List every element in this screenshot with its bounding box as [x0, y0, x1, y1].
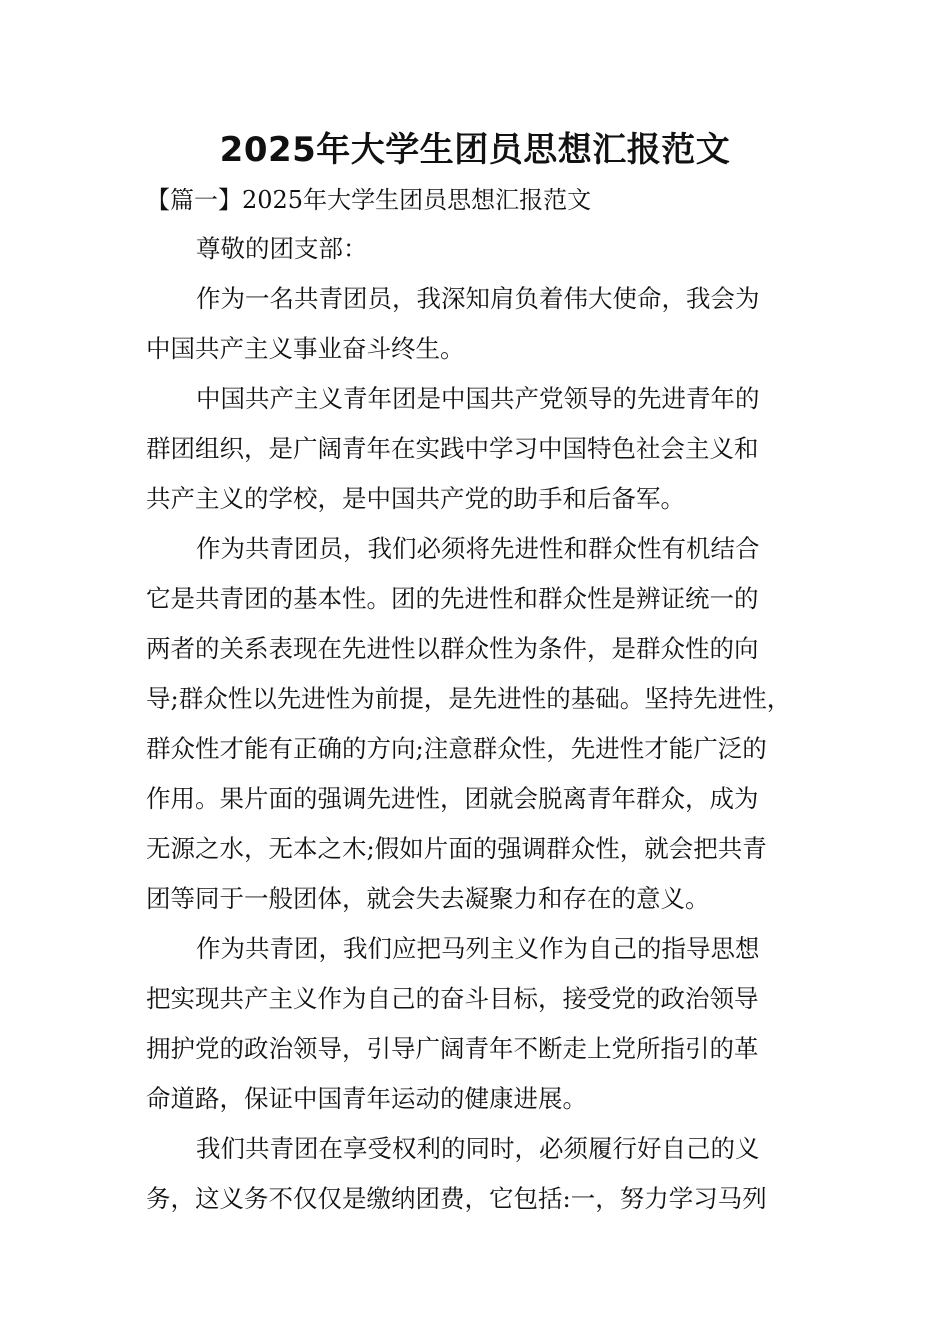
- paragraph-line: 作为一名共青团员，我深知肩负着伟大使命，我会为: [196, 284, 760, 313]
- paragraph-line: 无源之水，无本之木;假如片面的强调群众性，就会把共青: [146, 834, 767, 863]
- paragraph-line: 务，这义务不仅仅是缴纳团费，它包括:一，努力学习马列: [146, 1184, 767, 1213]
- paragraph-line: 拥护党的政治领导，引导广阔青年不断走上党所指引的革: [146, 1034, 759, 1063]
- paragraph-line: 中国共产主义事业奋斗终生。: [146, 334, 465, 363]
- document-subtitle: 【篇一】2025年大学生团员思想汇报范文: [146, 186, 592, 214]
- salutation: 尊敬的团支部：: [196, 234, 368, 263]
- paragraph-line: 命道路，保证中国青年运动的健康进展。: [146, 1084, 587, 1113]
- paragraph-line: 作用。果片面的强调先进性，团就会脱离青年群众，成为: [146, 784, 759, 813]
- paragraph-line: 作为共青团员，我们必须将先进性和群众性有机结合: [196, 534, 760, 563]
- paragraph-line: 它是共青团的基本性。团的先进性和群众性是辨证统一的: [146, 584, 759, 613]
- paragraph-line: 中国共产主义青年团是中国共产党领导的先进青年的: [196, 384, 760, 413]
- paragraph-line: 团等同于一般团体，就会失去凝聚力和存在的意义。: [146, 884, 710, 913]
- paragraph-line: 共产主义的学校，是中国共产党的助手和后备军。: [146, 484, 685, 513]
- paragraph-line: 导;群众性以先进性为前提，是先进性的基础。坚持先进性，: [146, 684, 792, 713]
- paragraph-line: 两者的关系表现在先进性以群众性为条件，是群众性的向: [146, 634, 759, 663]
- paragraph-line: 群团组织，是广阔青年在实践中学习中国特色社会主义和: [146, 434, 759, 463]
- paragraph-line: 作为共青团，我们应把马列主义作为自己的指导思想: [196, 934, 760, 963]
- paragraph-line: 把实现共产主义作为自己的奋斗目标，接受党的政治领导: [146, 984, 759, 1013]
- document-title: 2025年大学生团员思想汇报范文: [219, 130, 731, 170]
- paragraph-line: 我们共青团在享受权利的同时，必须履行好自己的义: [196, 1134, 760, 1163]
- paragraph-line: 群众性才能有正确的方向;注意群众性，先进性才能广泛的: [146, 734, 767, 763]
